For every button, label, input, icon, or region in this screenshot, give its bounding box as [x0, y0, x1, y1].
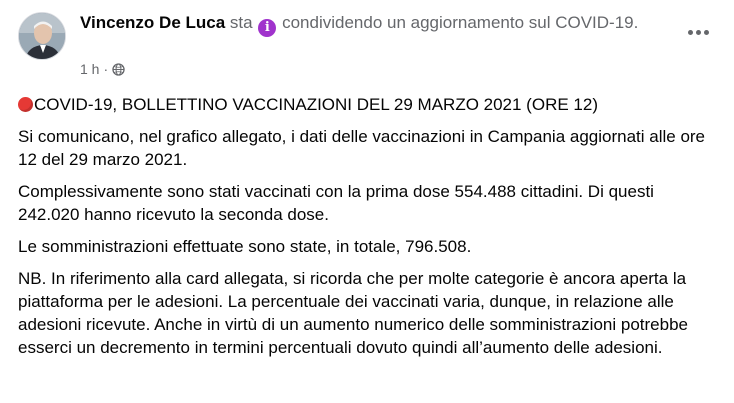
post-header	[80, 11, 680, 37]
post-title-line	[18, 93, 718, 116]
post-title: COVID-19, BOLLETTINO VACCINAZIONI DEL 29 MARZO 2021 (ORE 12)	[34, 95, 598, 114]
post-meta	[80, 61, 125, 77]
paragraph: NB. In riferimento alla card allegata, si ricorda che per molte categorie è ancora aperta la piattaforma per le adesioni. La percentuale dei vaccinati varia, dunque, in relazione alle adesioni ricevute. Anche in virtù di un aumento numerico delle somministrazioni potrebbe esserci un decremento in termini percentuali dovuto quindi all’aumento delle adesioni.	[18, 269, 688, 357]
more-options-icon[interactable]	[680, 22, 716, 42]
info-icon: i	[258, 19, 276, 37]
paragraph: Complessivamente sono stati vaccinati con la prima dose 554.488 cittadini. Di questi 242.020 hanno ricevuto la seconda dose.	[18, 182, 654, 224]
action-text: condividendo un aggiornamento sul COVID-19.	[282, 13, 639, 32]
author-avatar[interactable]	[18, 12, 66, 60]
menu-dot	[704, 30, 709, 35]
post-body	[18, 93, 718, 368]
menu-dot	[696, 30, 701, 35]
red-circle-icon	[18, 97, 33, 112]
author-name[interactable]: Vincenzo De Luca	[80, 13, 226, 32]
paragraph: Le somministrazioni effettuate sono state, in totale, 796.508.	[18, 237, 472, 256]
paragraph: Si comunicano, nel grafico allegato, i dati delle vaccinazioni in Campania aggiornati alle ore 12 del 29 marzo 2021.	[18, 127, 706, 169]
menu-dot	[688, 30, 693, 35]
action-prefix: sta	[229, 13, 253, 32]
meta-separator: ·	[103, 61, 109, 77]
avatar-image	[19, 13, 66, 60]
globe-icon[interactable]	[112, 63, 125, 76]
post-time[interactable]: 1 h	[80, 61, 100, 77]
